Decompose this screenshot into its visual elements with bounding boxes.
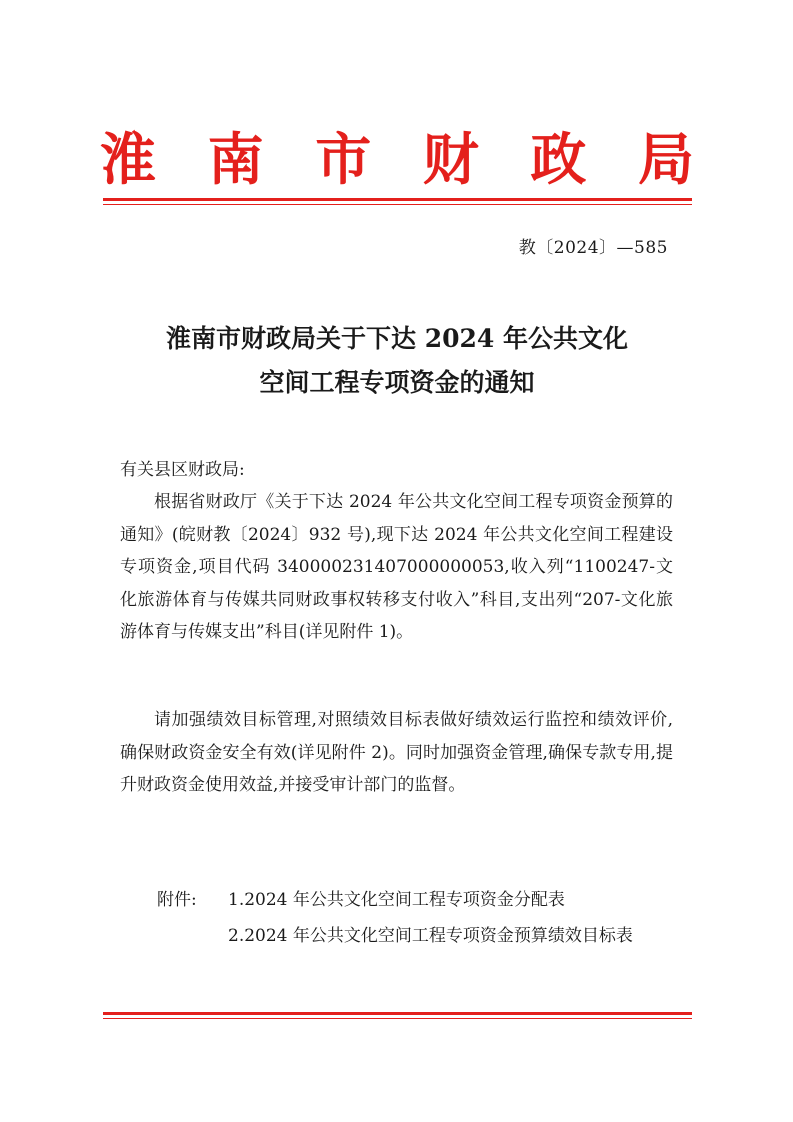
document-number: 教〔2024〕—585	[518, 238, 668, 258]
masthead-char: 局	[637, 128, 694, 193]
header-divider-thin	[103, 204, 692, 205]
document-title-line-1: 淮南市财政局关于下达 2024 年公共文化	[166, 324, 628, 353]
footer-divider-thick	[103, 1012, 692, 1015]
attachments-label: 附件:	[157, 890, 197, 910]
attachment-item-1: 1.2024 年公共文化空间工程专项资金分配表	[228, 890, 565, 910]
masthead-char: 政	[530, 128, 587, 193]
masthead-char: 南	[207, 128, 264, 193]
attachment-item-2: 2.2024 年公共文化空间工程专项资金预算绩效目标表	[228, 926, 633, 946]
footer-divider-thin	[103, 1018, 692, 1019]
masthead-char: 市	[315, 128, 372, 193]
body-paragraph-1: 根据省财政厅《关于下达 2024 年公共文化空间工程专项资金预算的通知》(皖财教〔2024〕932 号),现下达 2024 年公共文化空间工程建设专项资金,项目代码 340000231407000000053,收入列“1100247-文化旅游体育与传媒共同财政事权转移支付收入”科目,支出列“207-文化旅游体育与传媒支出”科目(详见附件 1)。	[120, 492, 673, 643]
masthead-char: 淮	[100, 128, 156, 193]
agency-masthead	[100, 128, 694, 194]
addressee: 有关县区财政局:	[120, 460, 245, 480]
document-title-line-2: 空间工程专项资金的通知	[259, 368, 535, 397]
header-divider-thick	[103, 198, 692, 201]
masthead-char: 财	[422, 128, 479, 193]
body-paragraph-2: 请加强绩效目标管理,对照绩效目标表做好绩效运行监控和绩效评价,确保财政资金安全有效(详见附件 2)。同时加强资金管理,确保专款专用,提升财政资金使用效益,并接受审计部门的监督。	[120, 710, 673, 796]
